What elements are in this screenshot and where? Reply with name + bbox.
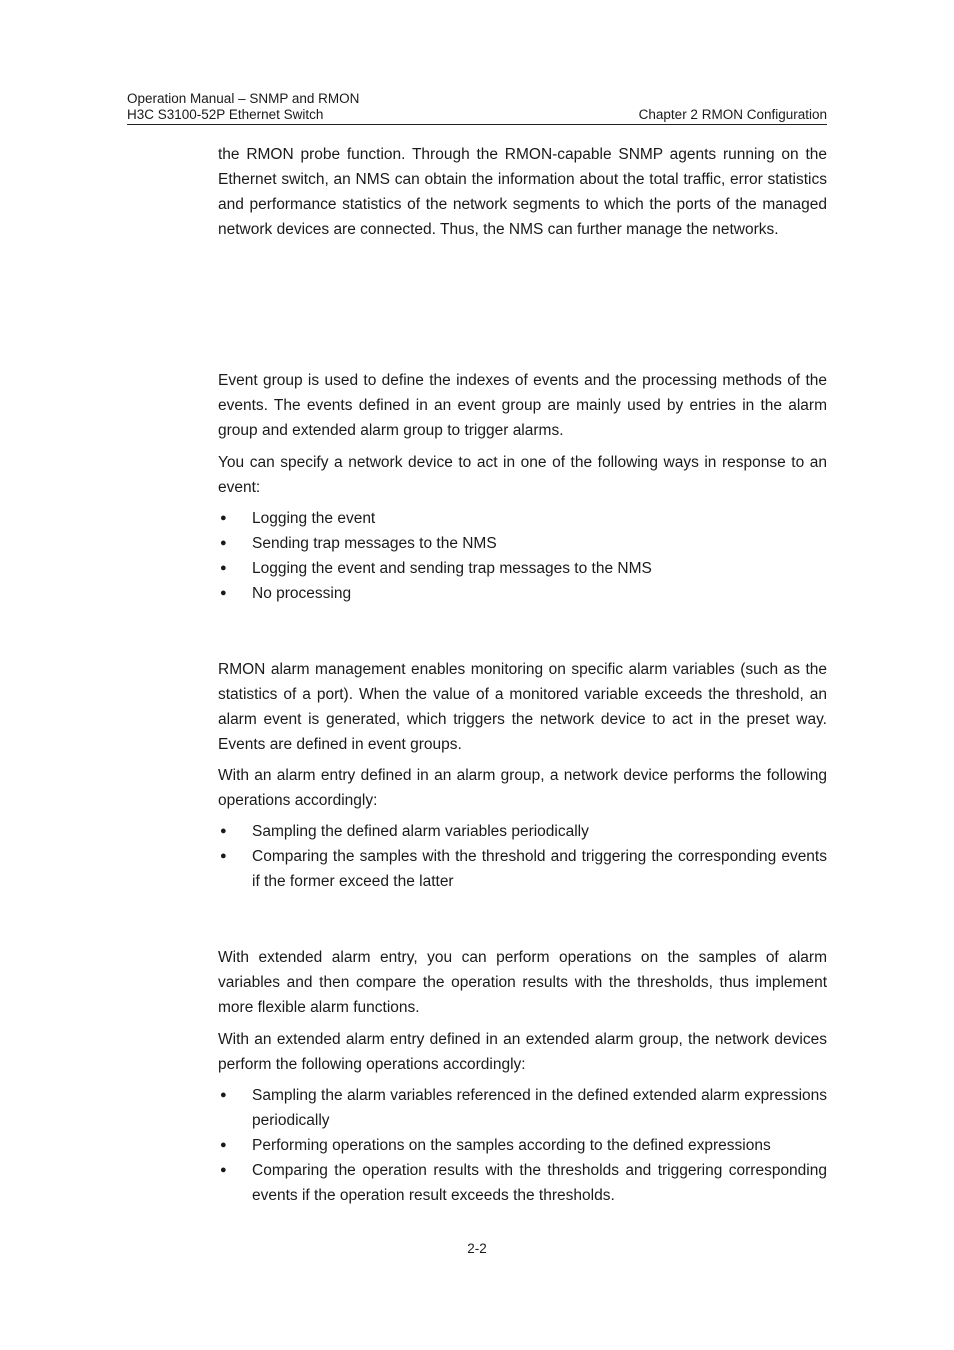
alarm-group-list bbox=[218, 819, 827, 894]
chapter-title: Chapter 2 RMON Configuration bbox=[638, 107, 827, 122]
bullet-icon: ● bbox=[220, 537, 227, 549]
event-group-list bbox=[218, 506, 827, 606]
list-item: ● Sampling the alarm variables referenced in the defined extended alarm expressions periodically bbox=[218, 1083, 827, 1133]
bullet-icon: ● bbox=[220, 512, 227, 524]
list-item: ● Comparing the operation results with the thresholds and triggering corresponding events if the operation result exceeds the thresholds. bbox=[218, 1158, 827, 1208]
bullet-icon: ● bbox=[220, 562, 227, 574]
list-item: ● Comparing the samples with the threshold and triggering the corresponding events if the former exceed the latter bbox=[218, 844, 827, 894]
list-item: ● Logging the event and sending trap messages to the NMS bbox=[218, 556, 827, 581]
event-group-paragraph-1: Event group is used to define the indexes of events and the processing methods of the events. The events defined in an event group are mainly used by entries in the alarm group and extended alarm group to trigger alarms. bbox=[218, 372, 827, 439]
bullet-icon: ● bbox=[220, 1139, 227, 1151]
intro-section bbox=[218, 142, 827, 242]
extended-alarm-paragraph-2: With an extended alarm entry defined in an extended alarm group, the network devices perform the following operations accordingly: bbox=[218, 1031, 827, 1073]
alarm-group-paragraph-1: RMON alarm management enables monitoring on specific alarm variables (such as the statistics of a port). When the value of a monitored variable exceeds the threshold, an alarm event is generated, which triggers the network device to act in the preset way. Events are defined in event groups. bbox=[218, 661, 827, 753]
header-left bbox=[127, 91, 359, 123]
extended-alarm-list bbox=[218, 1083, 827, 1208]
header-divider bbox=[127, 124, 827, 125]
page-number: 2-2 bbox=[467, 1241, 487, 1256]
event-group-section bbox=[218, 368, 827, 606]
bullet-icon: ● bbox=[220, 850, 227, 862]
list-item: ● Sampling the defined alarm variables periodically bbox=[218, 819, 827, 844]
list-item: ● Performing operations on the samples according to the defined expressions bbox=[218, 1133, 827, 1158]
list-item: ● Sending trap messages to the NMS bbox=[218, 531, 827, 556]
product-name: H3C S3100-52P Ethernet Switch bbox=[127, 107, 324, 122]
bullet-icon: ● bbox=[220, 825, 227, 837]
list-item: ● Logging the event bbox=[218, 506, 827, 531]
list-item: ● No processing bbox=[218, 581, 827, 606]
bullet-icon: ● bbox=[220, 1164, 227, 1176]
bullet-icon: ● bbox=[220, 587, 227, 599]
extended-alarm-paragraph-1: With extended alarm entry, you can perform operations on the samples of alarm variables and then compare the operation results with the thresholds, thus implement more flexible alarm functions. bbox=[218, 949, 827, 1016]
intro-paragraph: the RMON probe function. Through the RMON-capable SNMP agents running on the Ethernet switch, an NMS can obtain the information about the total traffic, error statistics and performance statistics of the network segments to which the ports of the managed network devices are connected. Thus, the NMS can further manage the networks. bbox=[218, 146, 827, 238]
manual-title: Operation Manual – SNMP and RMON bbox=[127, 91, 360, 106]
alarm-group-paragraph-2: With an alarm entry defined in an alarm group, a network device performs the following operations accordingly: bbox=[218, 767, 827, 809]
bullet-icon: ● bbox=[220, 1089, 227, 1101]
alarm-group-section bbox=[218, 657, 827, 894]
extended-alarm-section bbox=[218, 945, 827, 1208]
event-group-paragraph-2: You can specify a network device to act in one of the following ways in response to an event: bbox=[218, 454, 827, 496]
